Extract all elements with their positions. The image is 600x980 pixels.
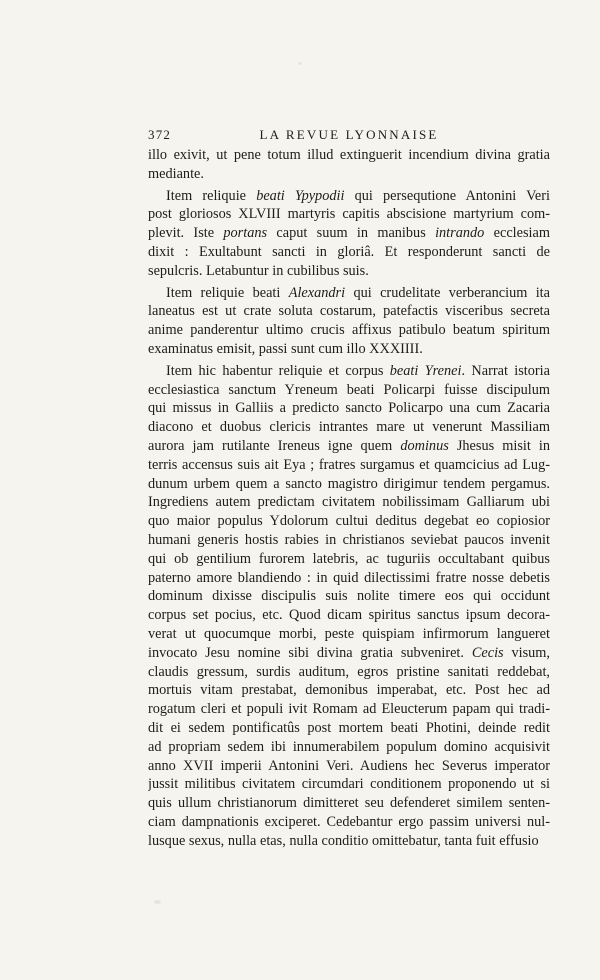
paper-spot	[154, 900, 161, 904]
text-line: diacono et duobus clericis intrantes mare ut venerunt Massiliam	[148, 419, 550, 436]
italic-text: Alexandri	[288, 284, 346, 301]
text-line	[148, 644, 550, 663]
text-line: anno XVII imperii Antonini Veri. Audiens hec Severus imperator	[148, 757, 550, 774]
text-line	[148, 362, 550, 381]
text-segment: Item reliquie beati	[166, 284, 289, 301]
paragraph	[148, 284, 550, 359]
body-text	[148, 146, 550, 850]
text-line: mortuis vitam prestabat, demonibus imperabat, etc. Post hec ad	[148, 682, 550, 699]
text-line: dit ei sedem pontificatûs post mortem beati Photini, deinde redit	[148, 719, 550, 736]
text-line	[148, 284, 550, 303]
text-line: Ingrediens autem predictam civitatem nobilissimam Galliarum ubi	[148, 494, 550, 511]
text-line: ad propriam sedem ibi innumerabilem populum domino acquisivit	[148, 738, 550, 755]
text-segment: qui crudelitate verberancium ita	[345, 284, 550, 301]
text-line: mediante.	[148, 165, 204, 182]
text-line: corpus set pocius, etc. Quod dicam spiritus sanctus ipsum decora-	[148, 607, 550, 624]
page-header	[148, 127, 550, 147]
page-number: 372	[148, 127, 172, 142]
text-line: claudis gressum, surdis auditum, egros pristine sanitati reddebat,	[148, 663, 550, 680]
text-line: verat ut quocumque morbi, peste quispiam infirmorum langueret	[148, 625, 550, 642]
text-line: dominum dixisse discipulis suis nolite timere eos qui occidunt	[148, 588, 550, 605]
text-segment: Item hic habentur reliquie et corpus	[166, 362, 390, 379]
paragraph	[148, 146, 550, 184]
text-line: quis ullum christianorum dimitteret seu defenderet similem senten-	[148, 795, 550, 812]
text-line: jussit militibus civitatem circumdari conditionem proponendo ut si	[148, 776, 550, 793]
text-line	[148, 187, 550, 206]
text-segment: invocato Jesu nomine sibi divina gratia subveniret.	[148, 644, 472, 661]
text-line: qui ob gentilium furorem latebris, ac tuguriis occultabant quibus	[148, 550, 550, 567]
italic-text: beati Yrenei	[389, 362, 462, 379]
text-line: humani generis hostis rabies in christianos seviebat paucos invenit	[148, 531, 550, 548]
paragraph	[148, 362, 550, 851]
text-line: illo exivit, ut pene totum illud extinguerit incendium divina gratia	[148, 147, 550, 163]
text-segment: aurora jam rutilante Ireneus igne quem	[148, 437, 401, 454]
text-line: post gloriosos XLVIII martyris capitis abscisione martyrium com-	[148, 206, 550, 223]
text-line: terris accensus suis ait Eya ; fratres surgamus et quamcicius ad Lug-	[148, 456, 550, 473]
text-line: qui missus in Galliis a predicto sancto Policarpo una cum Zacaria	[148, 400, 550, 417]
text-line: paterno amore blandiendo : in quid dilectissimi fratre nosse debetis	[148, 569, 550, 586]
italic-text: Cecis	[471, 644, 504, 661]
italic-text: beati Ypypodii	[256, 187, 345, 204]
text-line: laneatus est ut crate soluta costarum, patefactis visceribus secreta	[148, 303, 550, 320]
text-line: rogatum cleri et populi ivit Romam ad Eleucterum papam qui tradi-	[148, 701, 550, 718]
paragraph	[148, 187, 550, 281]
text-line	[148, 437, 550, 456]
text-segment: visum,	[503, 644, 550, 661]
italic-text: dominus	[400, 437, 449, 454]
text-segment: ecclesiam	[484, 225, 550, 242]
text-line: ecclesiastica sanctum Yreneum beati Policarpi fuisse discipulum	[148, 381, 550, 398]
text-segment: qui persequtione Antonini Veri	[344, 187, 550, 204]
text-line: lusque sexus, nulla etas, nulla conditio omittebatur, tanta fuit effusio	[148, 832, 539, 849]
text-line: sepulcris. Letabuntur in cubilibus suis.	[148, 262, 369, 279]
italic-text: intrando	[435, 225, 485, 242]
paper-spot	[298, 62, 302, 65]
text-segment: caput suum in manibus	[267, 225, 436, 242]
text-segment: Item reliquie	[166, 187, 257, 204]
text-line: anime panderentur ultimo crucis affixus patibulo beatum spiritum	[148, 322, 550, 339]
text-segment: Jhesus misit in	[448, 437, 550, 454]
text-line: quo maior populus Ydolorum cultui deditus degebat eo copiosior	[148, 513, 550, 530]
text-segment: . Narrat istoria	[461, 362, 550, 379]
text-line: dixit : Exultabunt sancti in gloriâ. Et responderunt sancti de	[148, 243, 550, 260]
text-line: examinatus emisit, passi sunt cum illo XXXIIII.	[148, 340, 423, 357]
text-segment: plevit. Iste	[148, 225, 224, 242]
text-line: dunum urbem quem a sancto magistro dirigimur tendem pergamus.	[148, 475, 550, 492]
running-title: LA REVUE LYONNAISE	[259, 127, 439, 142]
italic-text: portans	[223, 225, 268, 242]
text-line: ciam dampnationis exciperet. Cedebantur ergo passim universi nul-	[148, 813, 550, 830]
text-line	[148, 224, 550, 243]
